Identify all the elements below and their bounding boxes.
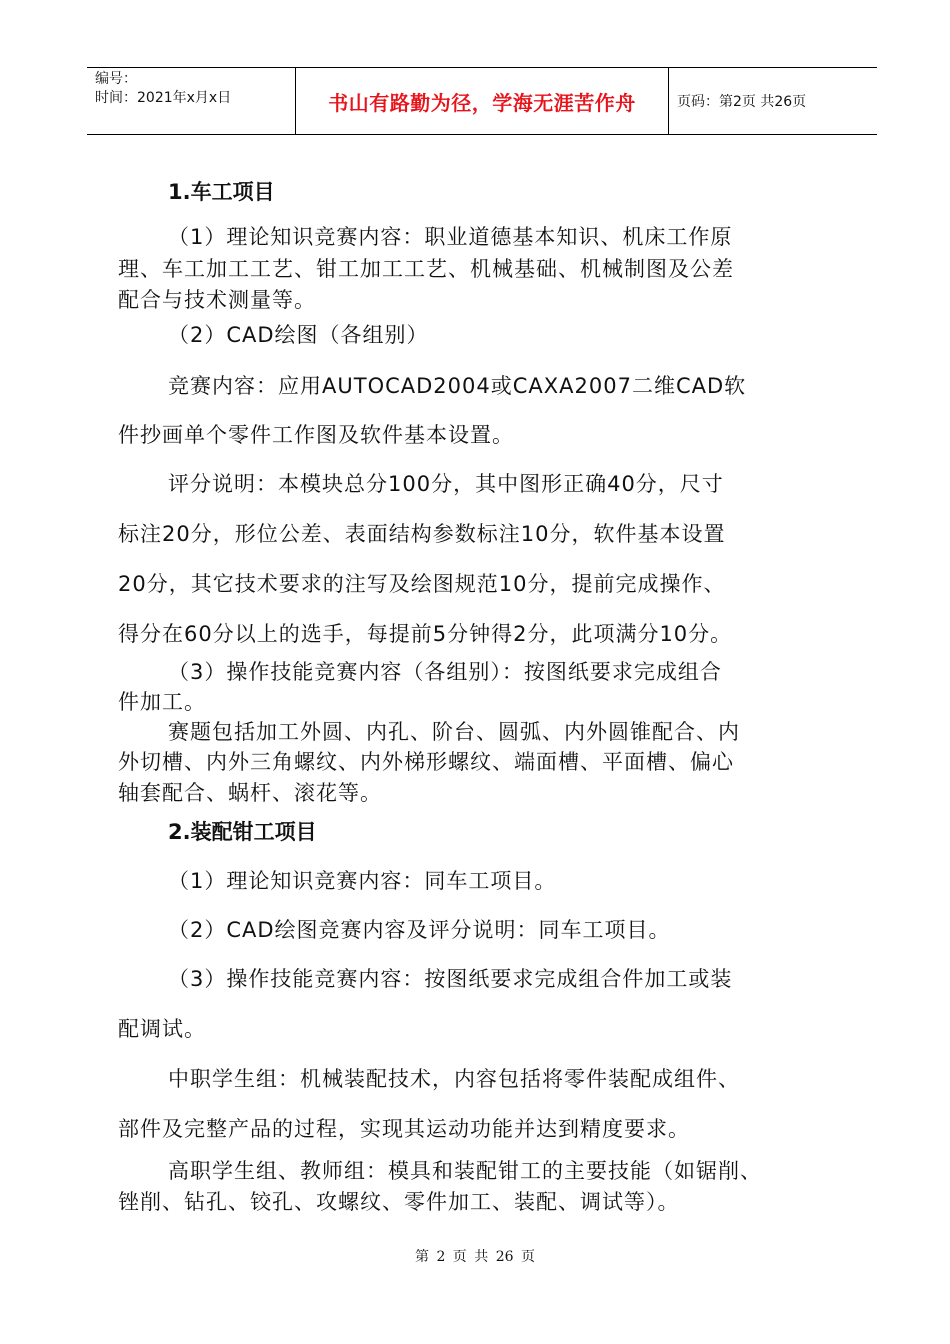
header-motto: 书山有路勤为径，学海无涯苦作舟 [296, 68, 669, 135]
body-line: 件加工。 [118, 690, 206, 714]
body-line: 外切槽、内外三角螺纹、内外梯形螺纹、端面槽、平面槽、偏心 [118, 750, 734, 774]
page-header [87, 67, 877, 135]
body-line: 理、车工加工工艺、钳工加工工艺、机械基础、机械制图及公差 [118, 257, 734, 281]
header-page-info: 页码：第2页 共26页 [669, 68, 878, 135]
body-line: （3）操作技能竞赛内容（各组别）：按图纸要求完成组合 [168, 660, 722, 684]
body-line: 配调试。 [118, 1017, 206, 1041]
body-line: 配合与技术测量等。 [118, 288, 316, 312]
body-line: 锉削、钻孔、铰孔、攻螺纹、零件加工、装配、调试等）。 [118, 1190, 680, 1214]
body-line: 部件及完整产品的过程，实现其运动功能并达到精度要求。 [118, 1117, 690, 1141]
header-meta [87, 68, 296, 135]
body-line: （2）CAD绘图竞赛内容及评分说明：同车工项目。 [168, 918, 671, 942]
body-line: （1）理论知识竞赛内容：同车工项目。 [168, 869, 557, 893]
body-line: 竞赛内容：应用AUTOCAD2004或CAXA2007二维CAD软 [168, 374, 747, 398]
body-line: （1）理论知识竞赛内容：职业道德基本知识、机床工作原 [168, 225, 733, 249]
body-line: 标注20分，形位公差、表面结构参数标注10分，软件基本设置 [118, 522, 726, 546]
body-line: 得分在60分以上的选手，每提前5分钟得2分，此项满分10分。 [118, 622, 733, 646]
section-heading-assembly: 2.装配钳工项目 [168, 820, 317, 844]
body-line: 赛题包括加工外圆、内孔、阶台、圆弧、内外圆锥配合、内 [168, 720, 740, 744]
body-line: 件抄画单个零件工作图及软件基本设置。 [118, 423, 514, 447]
section-heading-lathe: 1.车工项目 [168, 180, 275, 204]
body-line: 高职学生组、教师组：模具和装配钳工的主要技能（如锯削、 [168, 1159, 762, 1183]
doc-number-label: 编号： [95, 71, 137, 87]
body-line: 轴套配合、蜗杆、滚花等。 [118, 781, 382, 805]
page-footer: 第 2 页 共 26 页 [415, 1249, 535, 1265]
body-line: （2）CAD绘图（各组别） [168, 323, 429, 347]
doc-time-label: 时间：2021年x月x日 [95, 90, 232, 106]
body-line: （3）操作技能竞赛内容：按图纸要求完成组合件加工或装 [168, 967, 733, 991]
body-line: 中职学生组：机械装配技术，内容包括将零件装配成组件、 [168, 1067, 740, 1091]
body-line: 20分，其它技术要求的注写及绘图规范10分，提前完成操作、 [118, 572, 726, 596]
body-line: 评分说明：本模块总分100分，其中图形正确40分，尺寸 [168, 472, 724, 496]
